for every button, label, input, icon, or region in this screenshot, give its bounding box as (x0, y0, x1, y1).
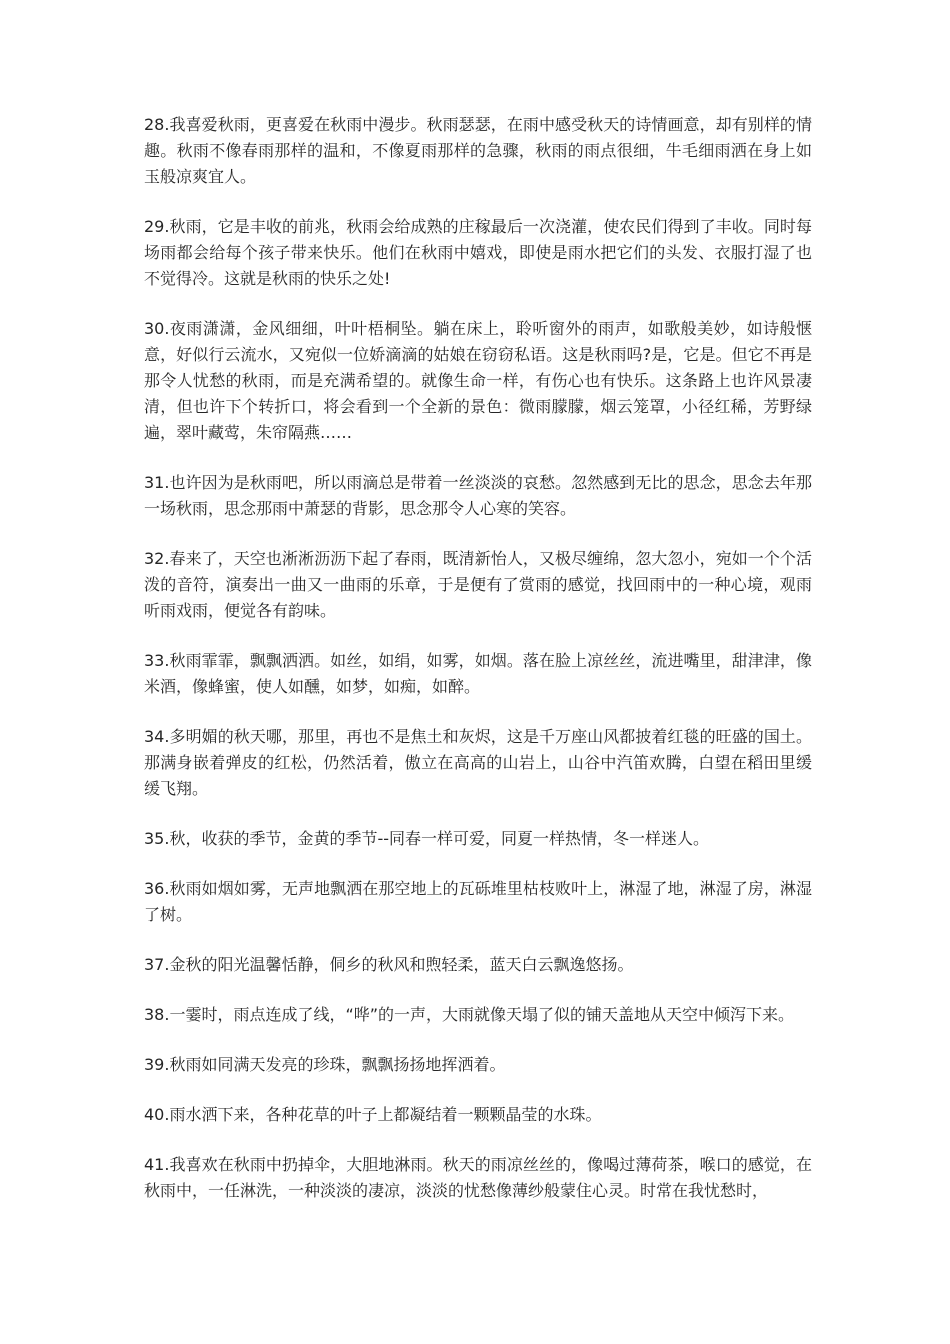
paragraph-36: 36.秋雨如烟如雾，无声地飘洒在那空地上的瓦砾堆里枯枝败叶上，淋湿了地，淋湿了房，淋湿了树。 (144, 879, 812, 924)
paragraph-28: 28.我喜爱秋雨，更喜爱在秋雨中漫步。秋雨瑟瑟，在雨中感受秋天的诗情画意，却有别样的情趣。秋雨不像春雨那样的温和，不像夏雨那样的急骤，秋雨的雨点很细，牛毛细雨洒在身上如玉般凉爽宜人。 (144, 115, 812, 186)
paragraph-39: 39.秋雨如同满天发亮的珍珠，飘飘扬扬地挥洒着。 (144, 1055, 506, 1074)
paragraph-41: 41.我喜欢在秋雨中扔掉伞，大胆地淋雨。秋天的雨凉丝丝的，像喝过薄荷茶，喉口的感觉，在秋雨中，一任淋洗，一种淡淡的凄凉，淡淡的忧愁像薄纱般蒙住心灵。时常在我忧愁时， (144, 1155, 812, 1200)
paragraph-34: 34.多明媚的秋天哪，那里，再也不是焦土和灰烬，这是千万座山风都披着红毯的旺盛的国土。那满身嵌着弹皮的红松，仍然活着，傲立在高高的山岩上，山谷中汽笛欢腾，白望在稻田里缓缓飞翔。 (144, 727, 812, 798)
paragraph-38: 38.一霎时，雨点连成了线，“哗”的一声，大雨就像天塌了似的铺天盖地从天空中倾泻下来。 (144, 1005, 795, 1024)
paragraph-33: 33.秋雨霏霏，飘飘洒洒。如丝，如绢，如雾，如烟。落在脸上凉丝丝，流进嘴里，甜津津，像米酒，像蜂蜜，使人如醺，如梦，如痴，如醉。 (144, 651, 812, 696)
paragraph-35: 35.秋，收获的季节，金黄的季节--同春一样可爱，同夏一样热情，冬一样迷人。 (144, 829, 709, 848)
paragraph-32: 32.春来了，天空也淅淅沥沥下起了春雨，既清新怡人，又极尽缠绵，忽大忽小，宛如一个个活泼的音符，演奏出一曲又一曲雨的乐章，于是便有了赏雨的感觉，找回雨中的一种心境，观雨听雨戏雨，便觉各有韵味。 (144, 549, 812, 620)
paragraph-37: 37.金秋的阳光温馨恬静，侗乡的秋风和煦轻柔，蓝天白云飘逸悠扬。 (144, 955, 634, 974)
paragraph-40: 40.雨水洒下来，各种花草的叶子上都凝结着一颗颗晶莹的水珠。 (144, 1105, 602, 1124)
paragraph-31: 31.也许因为是秋雨吧，所以雨滴总是带着一丝淡淡的哀愁。忽然感到无比的思念，思念去年那一场秋雨，思念那雨中萧瑟的背影，思念那令人心寒的笑容。 (144, 473, 812, 518)
paragraph-30: 30.夜雨潇潇，金风细细，叶叶梧桐坠。躺在床上，聆听窗外的雨声，如歌般美妙，如诗般惬意，好似行云流水，又宛似一位娇滴滴的姑娘在窃窃私语。这是秋雨吗?是，它是。但它不再是那令人忧愁的秋雨，而是充满希望的。就像生命一样，有伤心也有快乐。这条路上也许风景凄清，但也许下个转折口，将会看到一个全新的景色：微雨朦朦，烟云笼罩，小径红稀，芳野绿遍，翠叶藏莺，朱帘隔燕…… (144, 319, 812, 442)
document-page (144, 112, 812, 1228)
paragraph-29: 29.秋雨，它是丰收的前兆，秋雨会给成熟的庄稼最后一次浇灌，使农民们得到了丰收。同时每场雨都会给每个孩子带来快乐。他们在秋雨中嬉戏，即使是雨水把它们的头发、衣服打湿了也不觉得冷。这就是秋雨的快乐之处! (144, 217, 812, 288)
